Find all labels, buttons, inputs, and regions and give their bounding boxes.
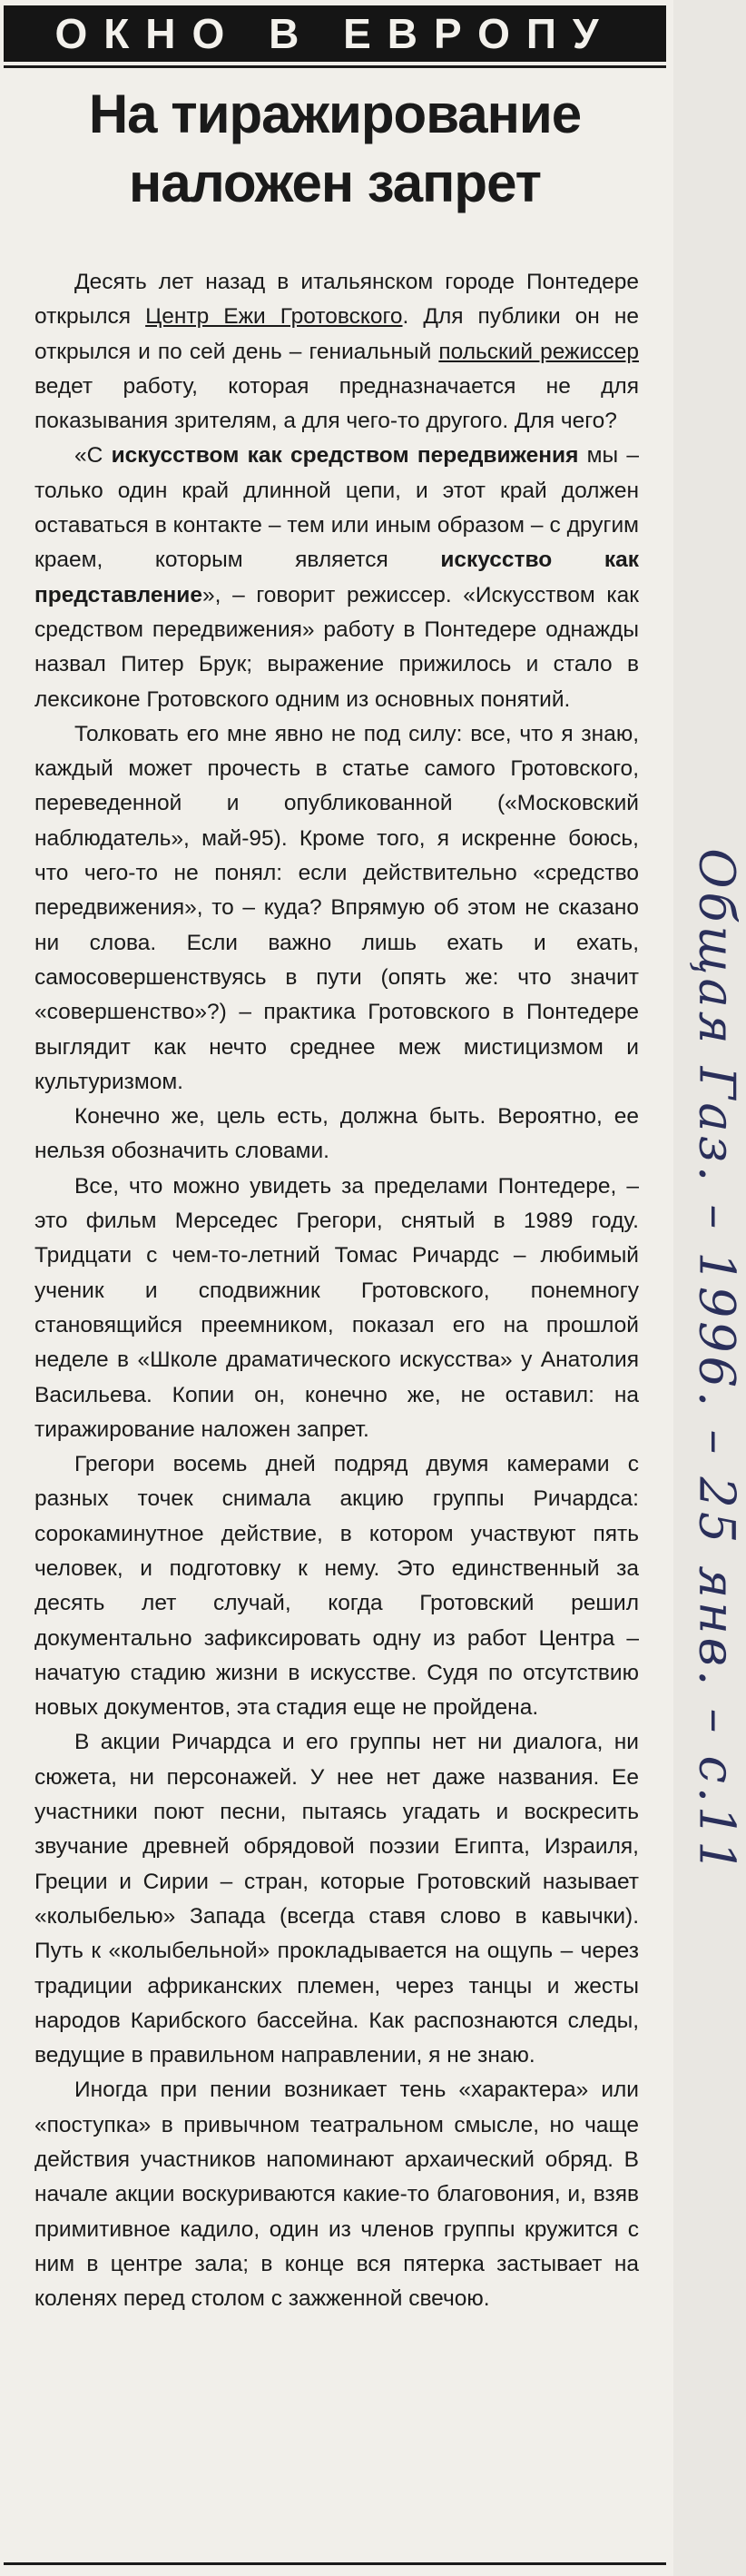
article-paragraph bbox=[34, 1100, 639, 1170]
article-paragraph bbox=[34, 1170, 639, 1447]
headline-line-1: На тиражирование bbox=[88, 84, 582, 144]
bottom-rule bbox=[4, 2562, 666, 2565]
text-run: мы – только один край длинной цепи, и этот край должен оставаться в контакте – тем или иным образом – с другим краем, которым является bbox=[34, 443, 639, 573]
text-run: ведет работу, которая предназначается не для показывания зрителям, а для чего-то другого. Для чего? bbox=[34, 373, 639, 434]
text-run: . Для публики он не открылся и по сей день – гениальный bbox=[34, 304, 639, 364]
text-run: Десять лет назад в итальянском городе Понтедере открылся bbox=[34, 270, 639, 330]
article-paragraph bbox=[34, 1447, 639, 1725]
text-run: В акции Ричардса и его группы нет ни диалога, ни сюжета, ни персонажей. У нее нет даже названия. Ее участники поют песни, пытаясь угадать и воскресить звучание древней обрядовой поэзии Египта, Израиля, Греции и Сирии – стран, которые Гротовский называет «колыбелью» Запада (всегда ставя слово в кавычки). Путь к «колыбельной» прокладывается на ощупь – через традиции африканских племен, через танцы и жесты народов Карибского бассейна. Как распознаются следы, ведущие в правильном направлении, я не знаю. bbox=[34, 1730, 639, 2068]
article-paragraph bbox=[34, 2073, 639, 2316]
text-run: Все, что можно увидеть за пределами Понтедере, – это фильм Мерседес Грегори, снятый в 1989 году. Тридцати с чем-то-летний Томас Ричардс – любимый ученик и сподвижник Гротовского, понемногу становящийся преемником, показал его на прошлой неделе в «Школе драматического искусства» у Анатолия Васильева. Копии он, конечно же, не оставил: на тиражирование наложен запрет. bbox=[34, 1173, 639, 1442]
article-paragraph bbox=[34, 439, 639, 716]
text-run: Иногда при пении возникает тень «характера» или «поступка» в привычном театральном смысле, но чаще действия участников напоминают архаический обряд. В начале акции воскуриваются какие-то благовония, и, взяв примитивное кадило, один из членов группы кружится с ним в центре зала; в конце вся пятерка застывает на коленях перед столом с зажженной свечою. bbox=[34, 2078, 639, 2312]
article-headline bbox=[4, 80, 666, 218]
underlined-phrase: польский режиссер bbox=[438, 339, 639, 364]
text-run: Конечно же, цель есть, должна быть. Вероятно, ее нельзя обозначить словами. bbox=[34, 1104, 639, 1164]
bold-phrase: искусством как средством передвижения bbox=[111, 443, 579, 469]
text-run: «С bbox=[74, 443, 112, 469]
article-paragraph bbox=[34, 265, 639, 439]
article-body bbox=[34, 265, 639, 2317]
article-paragraph bbox=[34, 1725, 639, 2073]
rubric-rule bbox=[4, 65, 666, 68]
headline-line-2: наложен запрет bbox=[128, 153, 542, 213]
underlined-phrase: Центр Ежи Гротовского bbox=[145, 304, 403, 330]
handwritten-source-note: Общая Газ. – 1996. – 25 янв. – с.11 bbox=[688, 848, 746, 1876]
text-run: Толковать его мне явно не под силу: все, что я знаю, каждый может прочесть в статье самого Гротовского, переведенной и опубликованной («Московский наблюдатель», май-95). Кроме того, я искренне боюсь, что чего-то не понял: если действительно «средство передвижения», то – куда? Впрямую об этом не сказано ни слова. Если важно лишь ехать и ехать, самосовершенствуясь в пути (опять же: что значит «совершенство»?) – практика Гротовского в Понтедере выглядит как нечто среднее меж мистицизмом и культуризмом. bbox=[34, 721, 639, 1094]
text-run: », – говорит режиссер. «Искусством как средством передвижения» работу в Понтедере однажды назвал Питер Брук; выражение прижилось и стало в лексиконе Гротовского одним из основных понятий. bbox=[34, 582, 639, 712]
text-run: Грегори восемь дней подряд двумя камерами с разных точек снимала акцию группы Ричардса: сорокаминутное действие, в котором участвуют пять человек, и подготовку к нему. Это единственный за десять лет случай, когда Гротовский решил документально зафиксировать одну из работ Центра – начатую стадию жизни в искусстве. Судя по отсутствию новых документов, эта стадия еще не пройдена. bbox=[34, 1452, 639, 1721]
rubric-banner: ОКНО В ЕВРОПУ bbox=[4, 5, 666, 62]
article-paragraph bbox=[34, 717, 639, 1100]
bold-phrase: искусство как представление bbox=[34, 548, 639, 607]
